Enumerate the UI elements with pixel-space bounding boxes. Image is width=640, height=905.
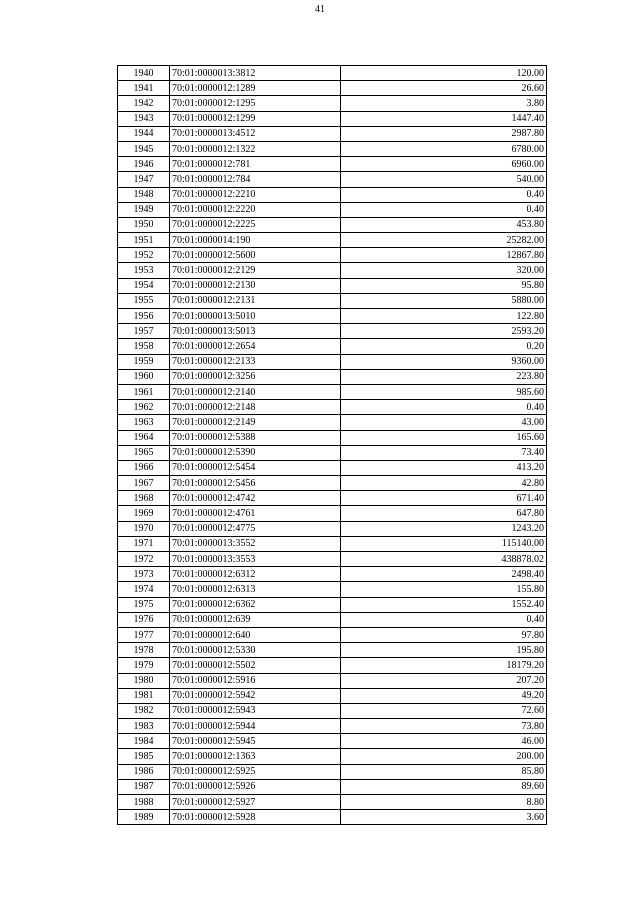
cadastral-number-cell: 70:01:0000012:2133 — [170, 354, 341, 369]
table-row — [118, 157, 547, 172]
cadastral-number-cell: 70:01:0000012:5388 — [170, 430, 341, 445]
area-value-cell: 671.40 — [341, 491, 547, 506]
cadastral-number-cell: 70:01:0000012:2654 — [170, 339, 341, 354]
row-number-cell: 1987 — [118, 779, 170, 794]
cadastral-number-cell: 70:01:0000013:3552 — [170, 536, 341, 551]
area-value-cell: 0.40 — [341, 187, 547, 202]
table-row — [118, 460, 547, 475]
area-value-cell: 49.20 — [341, 688, 547, 703]
cadastral-number-cell: 70:01:0000012:2130 — [170, 278, 341, 293]
area-value-cell: 43.00 — [341, 415, 547, 430]
row-number-cell: 1965 — [118, 445, 170, 460]
cadastral-number-cell: 70:01:0000012:639 — [170, 612, 341, 627]
table-row — [118, 445, 547, 460]
cadastral-number-cell: 70:01:0000013:5013 — [170, 324, 341, 339]
row-number-cell: 1961 — [118, 384, 170, 399]
area-value-cell: 2987.80 — [341, 126, 547, 141]
area-value-cell: 6780.00 — [341, 141, 547, 156]
area-value-cell: 95.80 — [341, 278, 547, 293]
cadastral-number-cell: 70:01:0000012:5916 — [170, 673, 341, 688]
cadastral-number-cell: 70:01:0000012:5456 — [170, 476, 341, 491]
row-number-cell: 1986 — [118, 764, 170, 779]
cadastral-number-cell: 70:01:0000012:5942 — [170, 688, 341, 703]
table-row — [118, 202, 547, 217]
area-value-cell: 85.80 — [341, 764, 547, 779]
area-value-cell: 0.20 — [341, 339, 547, 354]
table-row — [118, 293, 547, 308]
area-value-cell: 3.80 — [341, 96, 547, 111]
table-row — [118, 506, 547, 521]
row-number-cell: 1964 — [118, 430, 170, 445]
area-value-cell: 647.80 — [341, 506, 547, 521]
cadastral-number-cell: 70:01:0000012:5927 — [170, 795, 341, 810]
cadastral-number-cell: 70:01:0000012:5390 — [170, 445, 341, 460]
cadastral-number-cell: 70:01:0000012:5945 — [170, 734, 341, 749]
cadastral-number-cell: 70:01:0000012:6362 — [170, 597, 341, 612]
table-row — [118, 491, 547, 506]
table-row — [118, 749, 547, 764]
row-number-cell: 1948 — [118, 187, 170, 202]
row-number-cell: 1953 — [118, 263, 170, 278]
area-value-cell: 18179.20 — [341, 658, 547, 673]
table-row — [118, 217, 547, 232]
area-value-cell: 200.00 — [341, 749, 547, 764]
area-value-cell: 438878.02 — [341, 552, 547, 567]
area-value-cell: 0.40 — [341, 612, 547, 627]
area-value-cell: 165.60 — [341, 430, 547, 445]
area-value-cell: 1447.40 — [341, 111, 547, 126]
cadastral-number-cell: 70:01:0000012:781 — [170, 157, 341, 172]
cadastral-number-cell: 70:01:0000012:5944 — [170, 719, 341, 734]
area-value-cell: 12867.80 — [341, 248, 547, 263]
table-row — [118, 187, 547, 202]
row-number-cell: 1977 — [118, 627, 170, 642]
area-value-cell: 115140.00 — [341, 536, 547, 551]
area-value-cell: 2498.40 — [341, 567, 547, 582]
row-number-cell: 1947 — [118, 172, 170, 187]
table-row — [118, 233, 547, 248]
row-number-cell: 1958 — [118, 339, 170, 354]
table-row — [118, 795, 547, 810]
cadastral-number-cell: 70:01:0000012:2225 — [170, 217, 341, 232]
row-number-cell: 1963 — [118, 415, 170, 430]
row-number-cell: 1979 — [118, 658, 170, 673]
row-number-cell: 1945 — [118, 141, 170, 156]
table-row — [118, 81, 547, 96]
cadastral-number-cell: 70:01:0000014:190 — [170, 233, 341, 248]
row-number-cell: 1984 — [118, 734, 170, 749]
cadastral-number-cell: 70:01:0000012:6312 — [170, 567, 341, 582]
row-number-cell: 1975 — [118, 597, 170, 612]
cadastral-number-cell: 70:01:0000013:4512 — [170, 126, 341, 141]
area-value-cell: 97.80 — [341, 627, 547, 642]
row-number-cell: 1976 — [118, 612, 170, 627]
table-row — [118, 719, 547, 734]
table-row — [118, 673, 547, 688]
row-number-cell: 1951 — [118, 233, 170, 248]
table-row — [118, 126, 547, 141]
table-row — [118, 66, 547, 81]
cadastral-number-cell: 70:01:0000013:5010 — [170, 309, 341, 324]
row-number-cell: 1982 — [118, 703, 170, 718]
cadastral-table — [117, 65, 547, 825]
row-number-cell: 1983 — [118, 719, 170, 734]
row-number-cell: 1966 — [118, 460, 170, 475]
row-number-cell: 1942 — [118, 96, 170, 111]
cadastral-number-cell: 70:01:0000012:5925 — [170, 764, 341, 779]
row-number-cell: 1941 — [118, 81, 170, 96]
cadastral-number-cell: 70:01:0000012:640 — [170, 627, 341, 642]
table-row — [118, 430, 547, 445]
table-body — [118, 66, 547, 825]
row-number-cell: 1940 — [118, 66, 170, 81]
table-row — [118, 597, 547, 612]
cadastral-number-cell: 70:01:0000012:1322 — [170, 141, 341, 156]
row-number-cell: 1949 — [118, 202, 170, 217]
table-row — [118, 324, 547, 339]
area-value-cell: 320.00 — [341, 263, 547, 278]
cadastral-number-cell: 70:01:0000012:2210 — [170, 187, 341, 202]
row-number-cell: 1959 — [118, 354, 170, 369]
row-number-cell: 1968 — [118, 491, 170, 506]
cadastral-number-cell: 70:01:0000012:5926 — [170, 779, 341, 794]
row-number-cell: 1960 — [118, 369, 170, 384]
area-value-cell: 73.80 — [341, 719, 547, 734]
table-row — [118, 521, 547, 536]
area-value-cell: 0.40 — [341, 400, 547, 415]
row-number-cell: 1967 — [118, 476, 170, 491]
cadastral-number-cell: 70:01:0000012:2131 — [170, 293, 341, 308]
cadastral-number-cell: 70:01:0000012:6313 — [170, 582, 341, 597]
cadastral-number-cell: 70:01:0000012:2140 — [170, 384, 341, 399]
area-value-cell: 120.00 — [341, 66, 547, 81]
area-value-cell: 73.40 — [341, 445, 547, 460]
cadastral-number-cell: 70:01:0000012:1299 — [170, 111, 341, 126]
cadastral-number-cell: 70:01:0000012:5928 — [170, 810, 341, 825]
area-value-cell: 9360.00 — [341, 354, 547, 369]
cadastral-number-cell: 70:01:0000012:5330 — [170, 643, 341, 658]
area-value-cell: 1552.40 — [341, 597, 547, 612]
area-value-cell: 72.60 — [341, 703, 547, 718]
table-row — [118, 369, 547, 384]
area-value-cell: 207.20 — [341, 673, 547, 688]
row-number-cell: 1989 — [118, 810, 170, 825]
row-number-cell: 1952 — [118, 248, 170, 263]
cadastral-number-cell: 70:01:0000012:2129 — [170, 263, 341, 278]
area-value-cell: 46.00 — [341, 734, 547, 749]
row-number-cell: 1943 — [118, 111, 170, 126]
table-row — [118, 643, 547, 658]
area-value-cell: 3.60 — [341, 810, 547, 825]
area-value-cell: 6960.00 — [341, 157, 547, 172]
cadastral-number-cell: 70:01:0000013:3553 — [170, 552, 341, 567]
row-number-cell: 1974 — [118, 582, 170, 597]
cadastral-number-cell: 70:01:0000012:2149 — [170, 415, 341, 430]
cadastral-number-cell: 70:01:0000012:5600 — [170, 248, 341, 263]
row-number-cell: 1944 — [118, 126, 170, 141]
table-row — [118, 309, 547, 324]
area-value-cell: 8.80 — [341, 795, 547, 810]
cadastral-number-cell: 70:01:0000012:4742 — [170, 491, 341, 506]
cadastral-number-cell: 70:01:0000012:4761 — [170, 506, 341, 521]
table-row — [118, 96, 547, 111]
area-value-cell: 223.80 — [341, 369, 547, 384]
area-value-cell: 0.40 — [341, 202, 547, 217]
table-row — [118, 476, 547, 491]
table-row — [118, 172, 547, 187]
table-row — [118, 263, 547, 278]
table-row — [118, 734, 547, 749]
cadastral-number-cell: 70:01:0000012:2148 — [170, 400, 341, 415]
cadastral-number-cell: 70:01:0000012:1295 — [170, 96, 341, 111]
table-row — [118, 400, 547, 415]
area-value-cell: 122.80 — [341, 309, 547, 324]
area-value-cell: 453.80 — [341, 217, 547, 232]
row-number-cell: 1956 — [118, 309, 170, 324]
table-row — [118, 354, 547, 369]
row-number-cell: 1973 — [118, 567, 170, 582]
row-number-cell: 1978 — [118, 643, 170, 658]
table-row — [118, 567, 547, 582]
area-value-cell: 89.60 — [341, 779, 547, 794]
cadastral-number-cell: 70:01:0000012:784 — [170, 172, 341, 187]
table-row — [118, 810, 547, 825]
row-number-cell: 1969 — [118, 506, 170, 521]
table-row — [118, 552, 547, 567]
cadastral-number-cell: 70:01:0000012:5943 — [170, 703, 341, 718]
row-number-cell: 1970 — [118, 521, 170, 536]
cadastral-number-cell: 70:01:0000012:4775 — [170, 521, 341, 536]
page-number: 41 — [315, 4, 325, 15]
table-row — [118, 141, 547, 156]
table-row — [118, 536, 547, 551]
row-number-cell: 1988 — [118, 795, 170, 810]
cadastral-number-cell: 70:01:0000012:5454 — [170, 460, 341, 475]
row-number-cell: 1962 — [118, 400, 170, 415]
row-number-cell: 1981 — [118, 688, 170, 703]
cadastral-number-cell: 70:01:0000012:3256 — [170, 369, 341, 384]
table-row — [118, 658, 547, 673]
area-value-cell: 5880.00 — [341, 293, 547, 308]
row-number-cell: 1971 — [118, 536, 170, 551]
area-value-cell: 985.60 — [341, 384, 547, 399]
table-row — [118, 278, 547, 293]
row-number-cell: 1950 — [118, 217, 170, 232]
area-value-cell: 1243.20 — [341, 521, 547, 536]
row-number-cell: 1946 — [118, 157, 170, 172]
table-row — [118, 764, 547, 779]
table-row — [118, 779, 547, 794]
cadastral-number-cell: 70:01:0000012:1363 — [170, 749, 341, 764]
table-row — [118, 627, 547, 642]
cadastral-number-cell: 70:01:0000012:5502 — [170, 658, 341, 673]
area-value-cell: 155.80 — [341, 582, 547, 597]
table-row — [118, 582, 547, 597]
table-row — [118, 384, 547, 399]
area-value-cell: 413.20 — [341, 460, 547, 475]
area-value-cell: 26.60 — [341, 81, 547, 96]
row-number-cell: 1955 — [118, 293, 170, 308]
row-number-cell: 1980 — [118, 673, 170, 688]
area-value-cell: 2593.20 — [341, 324, 547, 339]
cadastral-number-cell: 70:01:0000012:2220 — [170, 202, 341, 217]
table-row — [118, 612, 547, 627]
row-number-cell: 1957 — [118, 324, 170, 339]
cadastral-number-cell: 70:01:0000012:1289 — [170, 81, 341, 96]
cadastral-number-cell: 70:01:0000013:3812 — [170, 66, 341, 81]
area-value-cell: 540.00 — [341, 172, 547, 187]
row-number-cell: 1954 — [118, 278, 170, 293]
area-value-cell: 195.80 — [341, 643, 547, 658]
table-row — [118, 415, 547, 430]
table-row — [118, 703, 547, 718]
table-row — [118, 339, 547, 354]
table-row — [118, 248, 547, 263]
area-value-cell: 25282.00 — [341, 233, 547, 248]
row-number-cell: 1985 — [118, 749, 170, 764]
table-row — [118, 688, 547, 703]
table-row — [118, 111, 547, 126]
area-value-cell: 42.80 — [341, 476, 547, 491]
row-number-cell: 1972 — [118, 552, 170, 567]
